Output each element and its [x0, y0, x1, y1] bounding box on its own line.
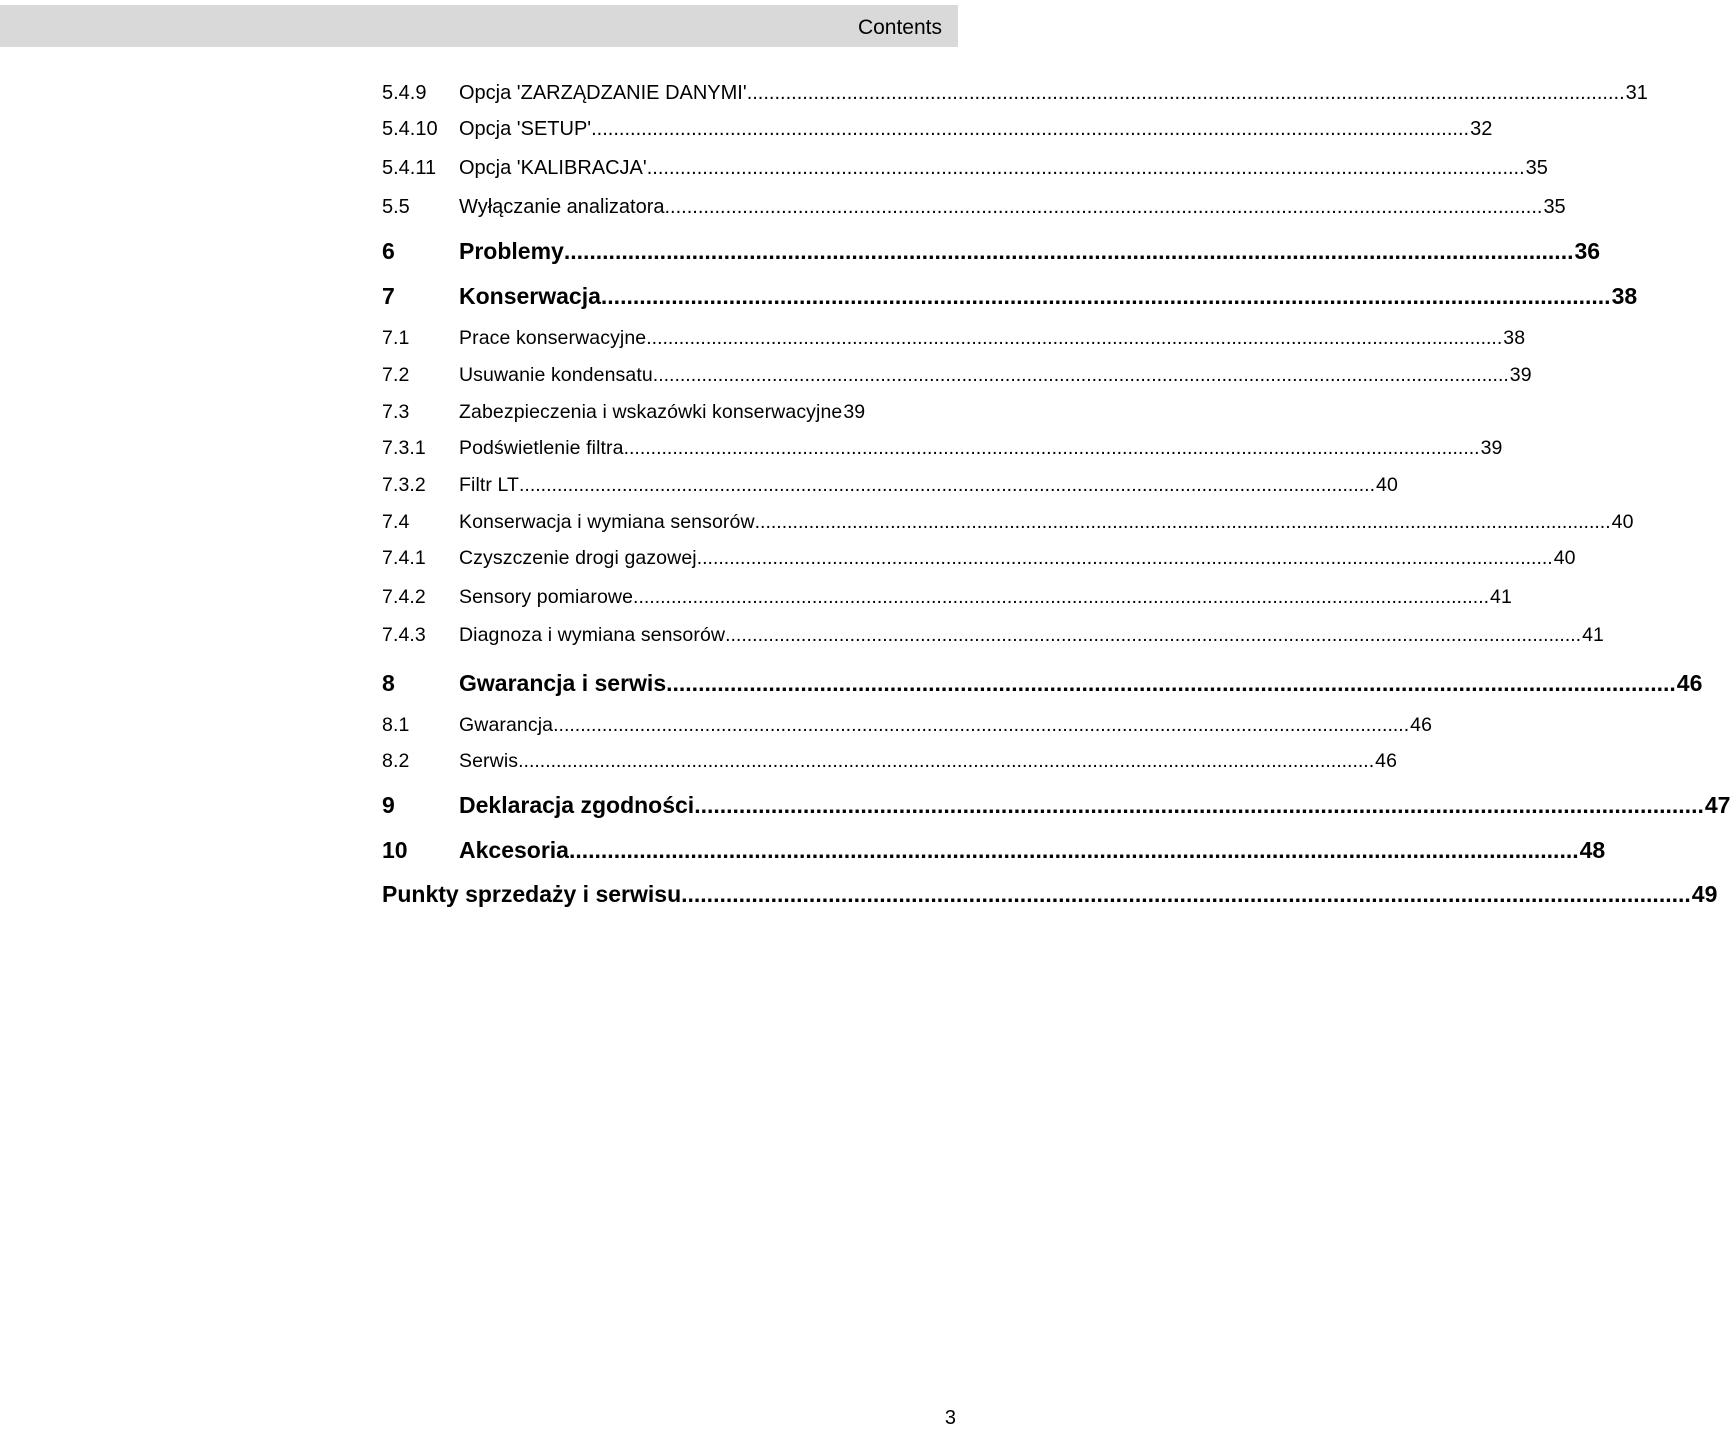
toc-entry-title: Punkty sprzedaży i serwisu [382, 881, 682, 907]
toc-entry-page: 32 [1470, 118, 1493, 140]
toc-entry-leader [697, 547, 1553, 570]
toc-entry-page: 35 [1525, 157, 1548, 179]
toc-entry[interactable] [382, 881, 1718, 911]
toc-entry-leader [564, 238, 1574, 265]
toc-entry-title: Gwarancja [459, 714, 554, 736]
toc-entry-number: 7.3.2 [382, 474, 426, 496]
toc-entry-number: 7 [382, 283, 395, 309]
toc-entry-number: 7.3 [382, 401, 410, 423]
toc-entry-title: Diagnoza i wymiana sensorów [459, 624, 726, 646]
toc-entry-page: 35 [1543, 196, 1566, 218]
toc-entry-page: 49 [1691, 881, 1718, 907]
toc-entry-number: 5.4.11 [382, 157, 437, 179]
toc-entry[interactable] [382, 364, 1532, 394]
toc-entry-leader [647, 157, 1525, 180]
toc-entry-leader [518, 750, 1374, 773]
toc-entry-title: Problemy [459, 238, 564, 264]
toc-entry[interactable] [382, 196, 1566, 226]
toc-entry-title: Podświetlenie filtra [459, 437, 624, 459]
toc-entry[interactable] [382, 437, 1503, 467]
toc-entry-leader [664, 196, 1542, 219]
toc-entry-title: Zabezpieczenia i wskazówki konserwacyjne [459, 401, 843, 423]
toc-entry-title: Opcja 'ZARZĄDZANIE DANYMI' [459, 82, 747, 104]
toc-entry-number: 7.3.1 [382, 437, 426, 459]
toc-entry-leader [624, 437, 1480, 460]
toc-entry[interactable] [382, 238, 1601, 268]
toc-entry[interactable] [382, 837, 1606, 867]
toc-entry-leader [519, 474, 1375, 497]
toc-entry-leader [666, 670, 1676, 697]
toc-entry-page: 38 [1611, 283, 1638, 309]
toc-entry-title: Sensory pomiarowe [459, 586, 634, 608]
toc-entry-page: 39 [1509, 364, 1532, 386]
toc-entry-number: 8.2 [382, 750, 410, 772]
toc-entry-leader [653, 364, 1509, 387]
toc-entry-title: Opcja 'KALIBRACJA' [459, 157, 647, 179]
toc-entry-page: 48 [1579, 837, 1606, 863]
toc-entry-page: 46 [1676, 670, 1703, 696]
toc-entry[interactable] [382, 624, 1604, 654]
toc-entry[interactable] [382, 474, 1398, 504]
toc-entry-title: Czyszczenie drogi gazowej [459, 547, 697, 569]
toc-entry-number: 5.4.10 [382, 118, 438, 140]
toc-entry-leader [633, 586, 1489, 609]
toc-entry-page: 47 [1704, 792, 1730, 818]
toc-entry[interactable] [382, 714, 1433, 744]
toc-entry-number: 5.5 [382, 196, 410, 218]
toc-entry[interactable] [382, 670, 1703, 700]
toc-entry-leader [747, 82, 1625, 105]
toc-entry-number: 8 [382, 670, 395, 696]
header-title: Contents [857, 16, 942, 39]
toc-entry-page: 46 [1410, 714, 1433, 736]
page-number: 3 [944, 1407, 956, 1429]
toc-entry-number: 7.4.3 [382, 624, 426, 646]
toc-entry-leader [553, 714, 1409, 737]
toc-entry-title: Konserwacja i wymiana sensorów [459, 511, 755, 533]
toc-entry-title: Opcja 'SETUP' [459, 118, 592, 140]
toc-entry[interactable] [382, 792, 1730, 822]
toc-entry-title: Wyłączanie analizatora [459, 196, 665, 218]
toc-entry-title: Prace konserwacyjne [459, 327, 647, 349]
toc-entry-page: 31 [1625, 82, 1648, 104]
toc-entry-leader [755, 511, 1611, 534]
toc-entry-number: 7.4.2 [382, 586, 426, 608]
toc-entry[interactable] [382, 511, 1634, 541]
toc-entry-title: Usuwanie kondensatu [459, 364, 653, 386]
toc-entry[interactable] [382, 586, 1512, 616]
toc-entry-leader [681, 881, 1691, 908]
toc-entry-title: Gwarancja i serwis [459, 670, 667, 696]
toc-entry-number: 5.4.9 [382, 82, 427, 104]
toc-entry-leader [569, 837, 1579, 864]
toc-entry-number: 7.4.1 [382, 547, 426, 569]
toc-entry-number: 10 [382, 837, 408, 863]
toc-entry[interactable] [382, 547, 1576, 577]
toc-entry-number: 7.1 [382, 327, 410, 349]
toc-entry-number: 9 [382, 792, 395, 818]
toc-entry-page: 38 [1503, 327, 1526, 349]
toc-entry-title: Deklaracja zgodności [459, 792, 695, 818]
toc-entry-page: 40 [1553, 547, 1576, 569]
toc-entry-title: Akcesoria [459, 837, 569, 863]
toc-entry-page: 41 [1490, 586, 1512, 608]
toc-entry-page: 46 [1375, 750, 1398, 772]
toc-entry-leader [601, 283, 1611, 310]
toc-entry-title: Konserwacja [459, 283, 601, 309]
toc-entry[interactable] [382, 283, 1638, 313]
toc-entry-leader [591, 118, 1469, 141]
toc-entry[interactable] [382, 118, 1493, 148]
toc-entry-page: 40 [1376, 474, 1398, 496]
toc-entry-page: 39 [1480, 437, 1503, 459]
table-of-contents [382, 0, 1730, 1000]
toc-entry-number: 7.4 [382, 511, 410, 533]
toc-entry-number: 8.1 [382, 714, 410, 736]
toc-entry-leader [646, 327, 1502, 350]
toc-entry[interactable] [382, 327, 1526, 357]
toc-entry-title: Filtr LT [459, 474, 520, 496]
toc-entry[interactable] [382, 157, 1548, 187]
toc-entry[interactable] [382, 82, 1648, 112]
toc-entry-title: Serwis [459, 750, 519, 772]
toc-entry-page: 40 [1611, 511, 1634, 533]
toc-entry-page: 41 [1582, 624, 1604, 646]
toc-entry-page: 39 [843, 401, 866, 423]
toc-entry[interactable] [382, 401, 954, 431]
toc-entry-number: 6 [382, 238, 395, 264]
toc-entry-number: 7.2 [382, 364, 410, 386]
toc-entry-leader [694, 792, 1704, 819]
toc-entry-leader [725, 624, 1581, 647]
toc-entry-page: 36 [1574, 238, 1601, 264]
toc-entry[interactable] [382, 750, 1398, 780]
